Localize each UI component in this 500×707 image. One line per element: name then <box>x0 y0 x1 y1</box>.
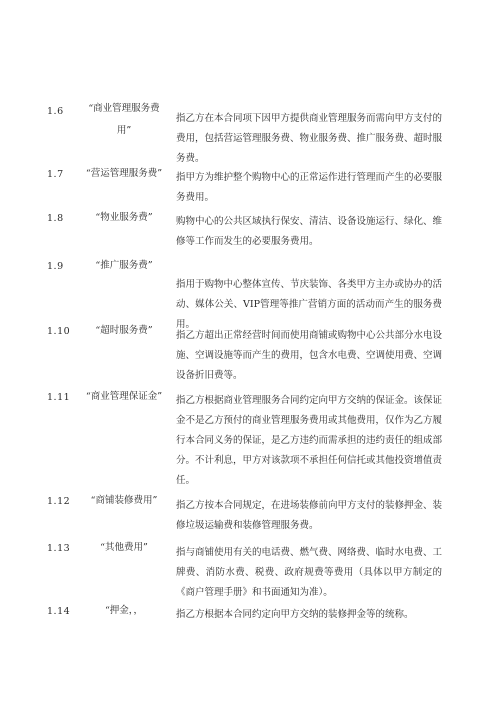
defined-term: “推广服务费” <box>95 260 153 271</box>
clause-number: 1.8 <box>47 213 64 224</box>
defined-term: “押金，， <box>104 605 144 616</box>
term-definition: 指乙方在本合同项下因甲方提供商业管理服务而需向甲方支付的费用，包括营运管理服务费、物业服务费、推广服务费、超时服务费。 <box>176 113 443 164</box>
term-definition: 指甲方为维护整个购物中心的正常运作进行管理而产生的必要服务费用。 <box>176 172 443 203</box>
defined-term: “商业管理服务费用” <box>88 103 160 136</box>
clause-number: 1.13 <box>47 543 71 554</box>
defined-term: “物业服务费” <box>95 212 153 223</box>
term-definition: 指用于购物中心整体宣传、节庆装饰、各类甲方主办或协办的活动、媒体公关、VIP管理等推广营销方面的活动而产生的服务费用。 <box>176 279 443 330</box>
term-definition: 购物中心的公共区域执行保安、清洁、设备设施运行、绿化、维修等工作而发生的必要服务费用。 <box>176 216 443 247</box>
defined-term: “商铺装修费用” <box>90 495 158 506</box>
term-definition: 指乙方按本合同规定，在进场装修前向甲方支付的装修押金、装修垃圾运输费和装修管理服务费。 <box>176 500 443 531</box>
clause-number: 1.14 <box>47 606 71 617</box>
term-definition: 指与商铺使用有关的电话费、燃气费、网络费、临时水电费、工牌费、消防水费、税费、政府规费等费用（具体以甲方制定的《商户管理手册》和书面通知为准）。 <box>176 547 443 598</box>
defined-term: “其他费用” <box>100 542 148 553</box>
defined-term: “营运管理服务费” <box>85 168 163 179</box>
clause-number: 1.10 <box>47 326 71 337</box>
term-definition: 指乙方超出正常经营时间而使用商铺或购物中心公共部分水电设施、空调设施等而产生的费用，包含水电费、空调使用费、空调设备折旧费等。 <box>176 330 443 381</box>
defined-term: “超时服务费” <box>95 325 153 336</box>
clause-number: 1.6 <box>47 106 64 117</box>
clause-number: 1.7 <box>47 169 64 180</box>
clause-number: 1.9 <box>47 261 64 272</box>
term-definition: 指乙方根据本合同约定向甲方交纳的装修押金等的统称。 <box>176 609 414 620</box>
clause-number: 1.12 <box>47 496 71 507</box>
clause-number: 1.11 <box>47 392 71 403</box>
defined-term: “商业管理保证金” <box>85 391 163 402</box>
term-definition: 指乙方根据商业管理服务合同约定向甲方交纳的保证金。该保证金不是乙方预付的商业管理服务费用或其他费用，仅作为乙方履行本合同义务的保证，是乙方违约而需承担的违约责任的组成部分。不计利息，甲方对该款项不承担任何信托或其他投资增值责任。 <box>176 395 443 486</box>
